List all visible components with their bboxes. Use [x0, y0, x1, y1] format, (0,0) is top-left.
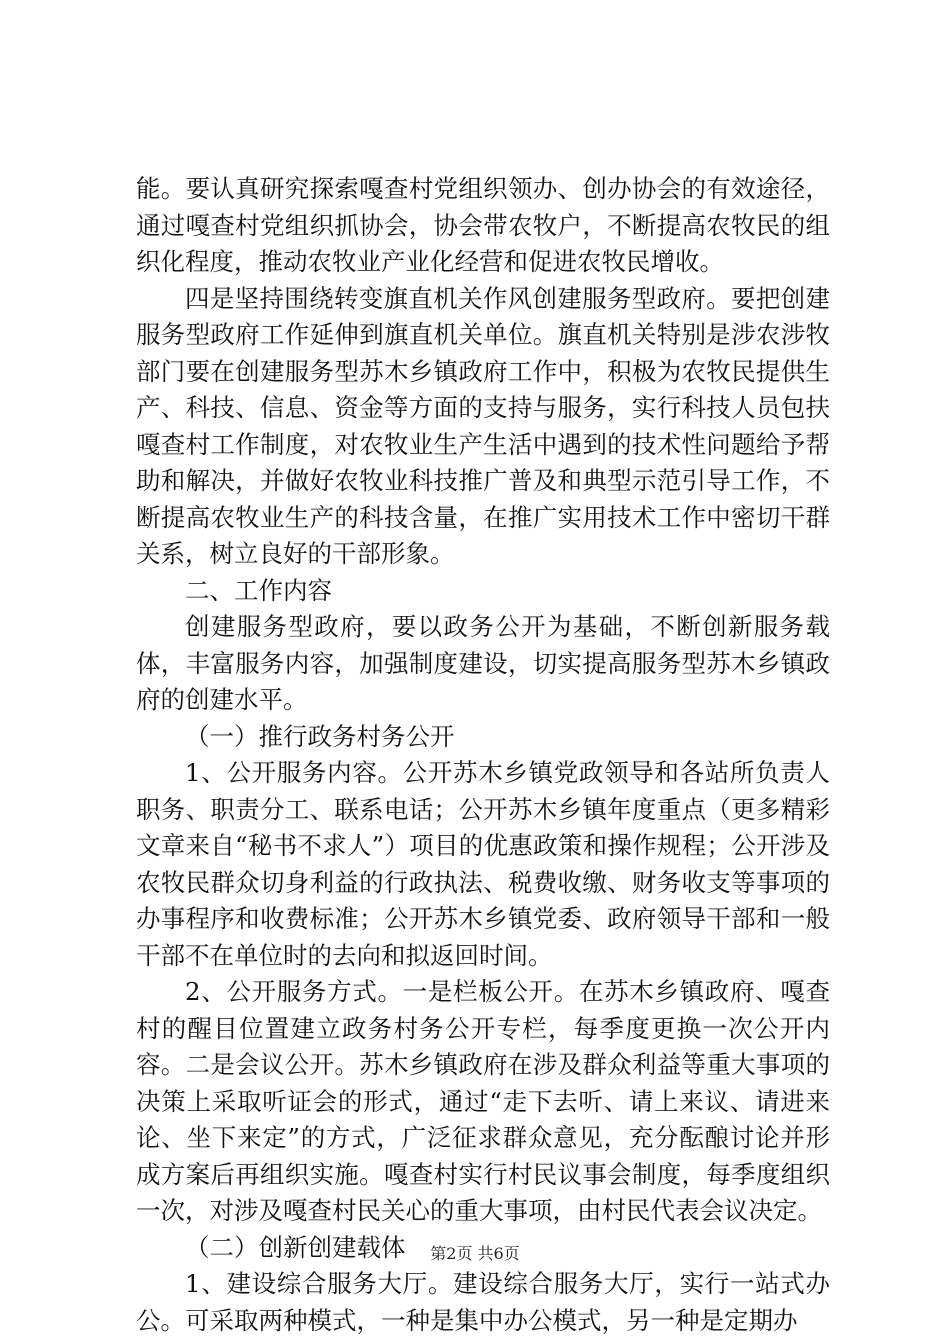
- paragraph-5: 2、公开服务方式。一是栏板公开。在苏木乡镇政府、嘎查村的醒目位置建立政务村务公开专栏，每季度更换一次公开内容。二是会议公开。苏木乡镇政府在涉及群众利益等重大事项的决策上采取听证会的形式，通过“走下去听、请上来议、请进来论、坐下来定”的方式，广泛征求群众意见，充分酝酿讨论并形成方案后再组织实施。嘎查村实行村民议事会制度，每季度组织一次，对涉及嘎查村民关心的重大事项，由村民代表会议决定。: [136, 977, 830, 1225]
- paragraph-2: 四是坚持围绕转变旗直机关作风创建服务型政府。要把创建服务型政府工作延伸到旗直机关单位。旗直机关特别是涉农涉牧部门要在创建服务型苏木乡镇政府工作中，积极为农牧民提供生产、科技、信息、资金等方面的支持与服务，实行科技人员包扶嘎查村工作制度，对农牧业生产生活中遇到的技术性问题给予帮助和解决，并做好农牧业科技推广普及和典型示范引导工作，不断提高农牧业生产的科技含量，在推广实用技术工作中密切干群关系，树立良好的干部形象。: [136, 283, 830, 568]
- paragraph-3: 创建服务型政府，要以政务公开为基础，不断创新服务载体，丰富服务内容，加强制度建设，切实提高服务型苏木乡镇政府的创建水平。: [136, 612, 830, 714]
- paragraph-1: 能。要认真研究探索嘎查村党组织领办、创办协会的有效途径，通过嘎查村党组织抓协会，协会带农牧户，不断提高农牧民的组织化程度，推动农牧业产业化经营和促进农牧民增收。: [136, 174, 830, 276]
- page-number: 第2页 共6页: [430, 1244, 520, 1263]
- section-heading-work-content: 二、工作内容: [185, 575, 332, 605]
- document-body: [136, 171, 830, 1339]
- subsection-heading-1: （一）推行政务村务公开: [185, 721, 455, 751]
- paragraph-4: 1、公开服务内容。公开苏木乡镇党政领导和各站所负责人职务、职责分工、联系电话；公开苏木乡镇年度重点（更多精彩文章来自“秘书不求人”）项目的优惠政策和操作规程；公开涉及农牧民群众切身利益的行政执法、税费收缴、财务收支等事项的办事程序和收费标准；公开苏木乡镇党委、政府领导干部和一般干部不在单位时的去向和拟返回时间。: [136, 758, 830, 970]
- subsection-heading-2: （二）创新创建载体: [185, 1232, 406, 1262]
- paragraph-6: 1、建设综合服务大厅。建设综合服务大厅，实行一站式办公。可采取两种模式，一种是集中办公模式，另一种是定期办: [136, 1269, 830, 1335]
